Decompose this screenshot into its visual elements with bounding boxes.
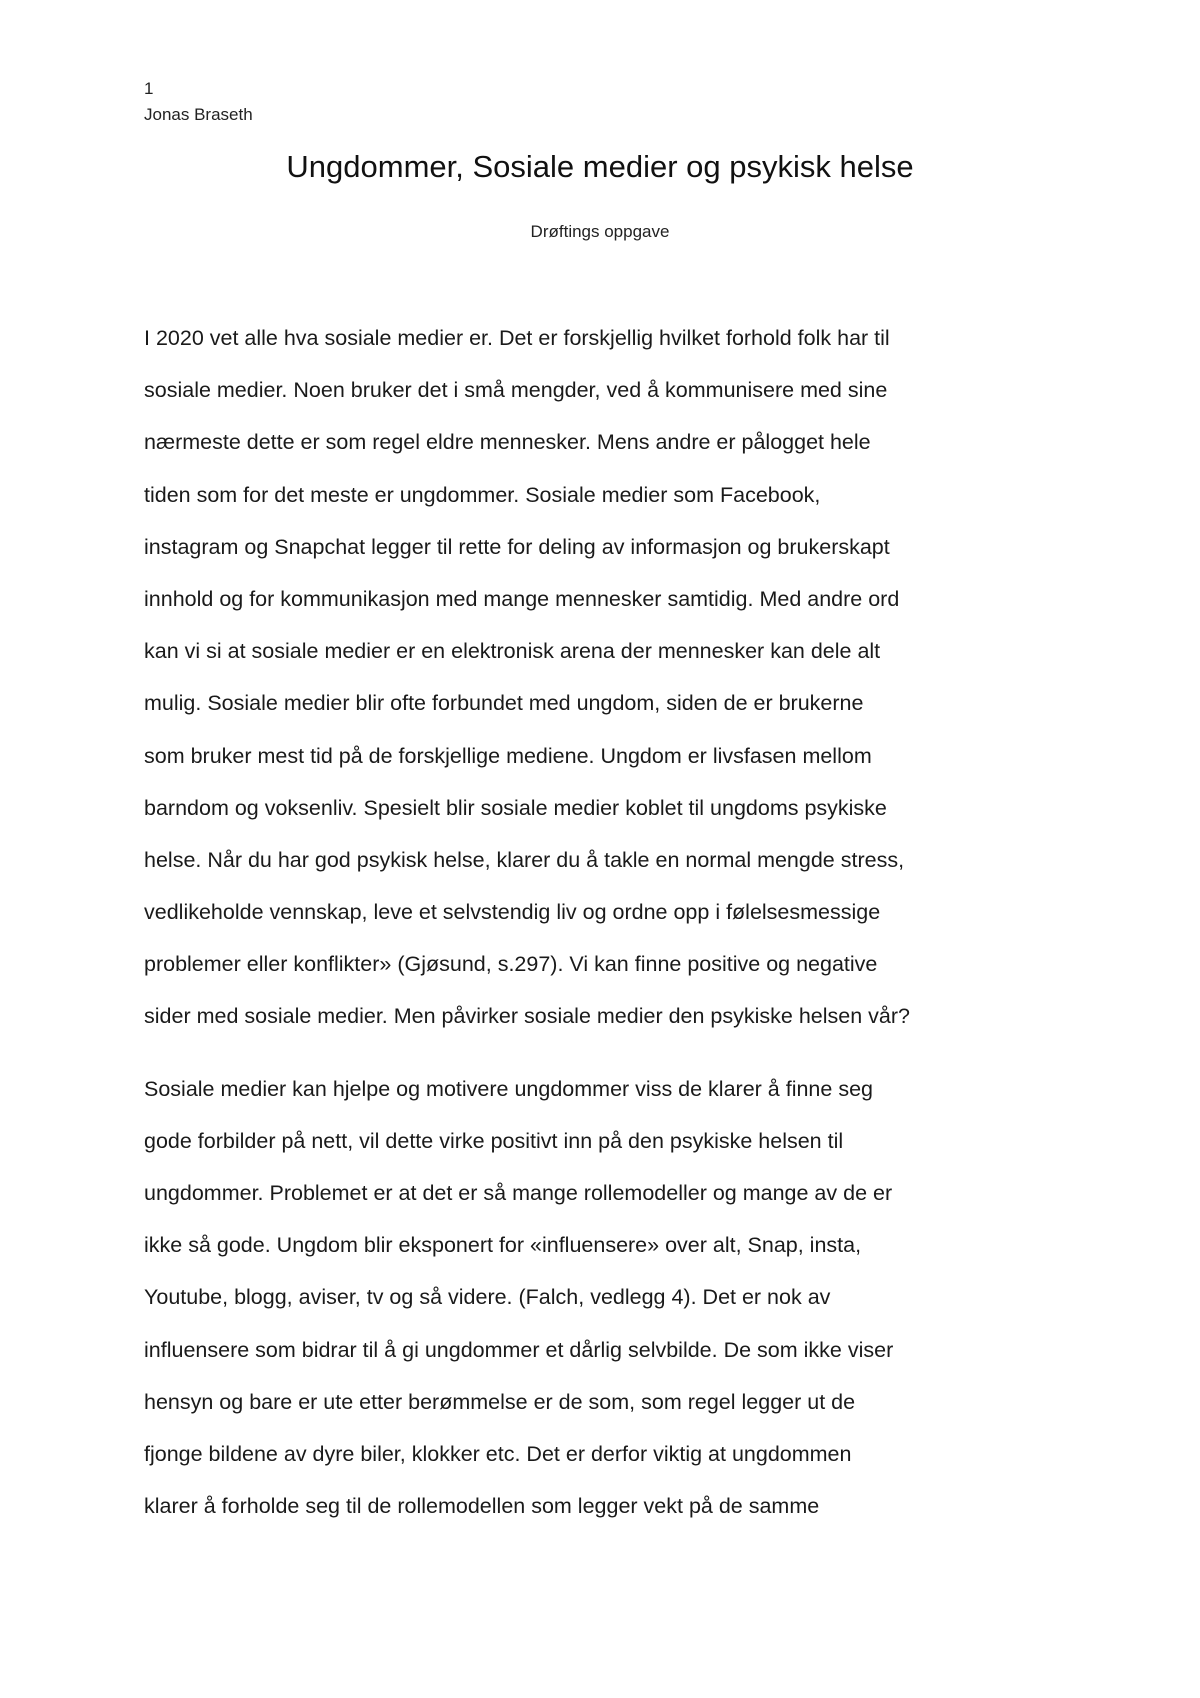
text-line: mulig. Sosiale medier blir ofte forbundet med ungdom, siden de er brukerne	[144, 691, 864, 716]
text-line: helse. Når du har god psykisk helse, klarer du å takle en normal mengde stress,	[144, 847, 905, 872]
text-line: influensere som bidrar til å gi ungdommer et dårlig selvbilde. De som ikke viser	[144, 1337, 894, 1362]
text-line: problemer eller konflikter» (Gjøsund, s.297). Vi kan finne positive og negative	[144, 952, 878, 977]
text-line: Youtube, blogg, aviser, tv og så videre. (Falch, vedlegg 4). Det er nok av	[144, 1285, 831, 1310]
paragraph-2	[144, 1069, 1064, 1539]
text-line: nærmeste dette er som regel eldre mennesker. Mens andre er pålogget hele	[144, 430, 871, 455]
text-line: sider med sosiale medier. Men påvirker sosiale medier den psykiske helsen vår?	[144, 1004, 910, 1029]
text-line: I 2020 vet alle hva sosiale medier er. Det er forskjellig hvilket forhold folk har til	[144, 326, 890, 350]
document-body	[144, 318, 1064, 1538]
text-line: Sosiale medier kan hjelpe og motivere ungdommer viss de klarer å finne seg	[144, 1076, 873, 1101]
page-header	[144, 76, 253, 128]
text-line: som bruker mest tid på de forskjellige mediene. Ungdom er livsfasen mellom	[144, 743, 872, 768]
text-line: ikke så gode. Ungdom blir eksponert for «influensere» over alt, Snap, insta,	[144, 1233, 862, 1258]
paragraph-spacer	[144, 1049, 1064, 1069]
text-line: barndom og voksenliv. Spesielt blir sosiale medier koblet til ungdoms psykiske	[144, 795, 887, 820]
text-line: sosiale medier. Noen bruker det i små mengder, ved å kommunisere med sine	[144, 378, 888, 403]
text-line: innhold og for kommunikasjon med mange mennesker samtidig. Med andre ord	[144, 586, 900, 611]
paragraph-1	[144, 318, 1064, 1049]
page-number: 1	[144, 79, 154, 98]
text-line: hensyn og bare er ute etter berømmelse er de som, som regel legger ut de	[144, 1389, 856, 1414]
author-name: Jonas Braseth	[144, 105, 253, 124]
text-line: klarer å forholde seg til de rollemodellen som legger vekt på de samme	[144, 1494, 820, 1519]
text-line: ungdommer. Problemet er at det er så mange rollemodeller og mange av de er	[144, 1181, 893, 1205]
text-line: vedlikeholde vennskap, leve et selvstendig liv og ordne opp i følelsesmessige	[144, 900, 881, 925]
text-line: gode forbilder på nett, vil dette virke positivt inn på den psykiske helsen til	[144, 1128, 844, 1153]
document-subtitle: Drøftings oppgave	[530, 222, 670, 241]
text-line: kan vi si at sosiale medier er en elektronisk arena der mennesker kan dele alt	[144, 639, 881, 664]
text-line: instagram og Snapchat legger til rette for deling av informasjon og brukerskapt	[144, 534, 890, 559]
document-title: Ungdommer, Sosiale medier og psykisk helse	[286, 149, 914, 184]
text-line: tiden som for det meste er ungdommer. Sosiale medier som Facebook,	[144, 482, 821, 507]
text-line: fjonge bildene av dyre biler, klokker etc. Det er derfor viktig at ungdommen	[144, 1441, 852, 1466]
